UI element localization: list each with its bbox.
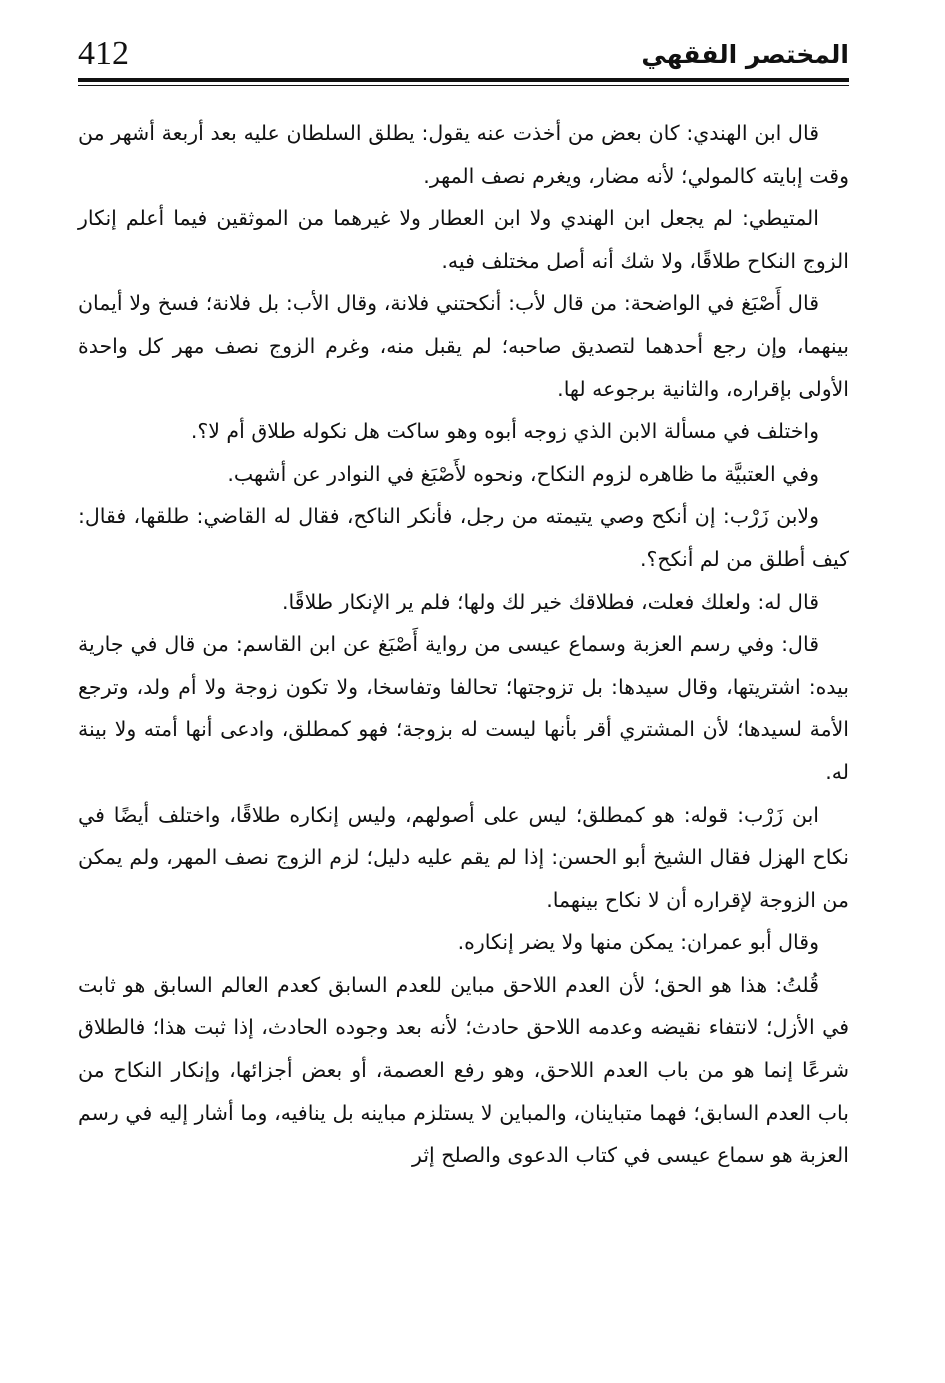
paragraph-10: وقال أبو عمران: يمكن منها ولا يضر إنكاره. (457, 930, 819, 955)
paragraph-3: قال أَصْبَغ في الواضحة: من قال لأب: أنكحتني فلانة، وقال الأب: بل فلانة؛ فسخ ولا أيمان بينهما، وإن رجع أحدهما لتصديق صاحبه؛ لم يقبل منه، وغرم الزوج نصف مهر كل واحدة الأولى بإقراره، والثانية برجوعه لها. (78, 291, 849, 401)
paragraph-8: قال: وفي رسم العزبة وسماع عيسى من رواية أَصْبَغ عن ابن القاسم: من قال في جارية بيده: اشتريتها، وقال سيدها: بل تزوجتها؛ تحالفا وتفاسخا، ولا تكون زوجة ولا أم ولد، وترجع الأمة لسيدها؛ لأن المشتري أقر بأنها ليست له بزوجة؛ فهو كمطلق، وادعى أنها أمته ولا بينة له. (78, 632, 849, 784)
paragraph-1: قال ابن الهندي: كان بعض من أخذت عنه يقول: يطلق السلطان عليه بعد أربعة أشهر من وقت إبايته كالمولي؛ لأنه مضار، ويغرم نصف المهر. (78, 121, 849, 188)
paragraph-9: ابن زَرْب: قوله: هو كمطلق؛ ليس على أصولهم، وليس إنكاره طلاقًا، واختلف أيضًا في نكاح الهزل فقال الشيخ أبو الحسن: إذا لم يقم عليه دليل؛ لزم الزوج نصف المهر، ولم يمكن من الزوجة لإقراره أن لا نكاح بينهما. (78, 802, 849, 912)
paragraph-6: ولابن زَرْب: إن أنكح وصي يتيمته من رجل، فأنكر الناكح، فقال له القاضي: طلقها، فقال: كيف أطلق من لم أنكح؟. (78, 504, 849, 571)
page-number: 412 (78, 35, 129, 72)
header-rule-thin (78, 85, 849, 86)
paragraph-11: قُلتُ: هذا هو الحق؛ لأن العدم اللاحق مباين للعدم السابق كعدم العالم السابق هو ثابت في الأزل؛ لانتفاء نقيضه وعدمه اللاحق حادث؛ لأنه بعد وجوده الحادث، إذا ثبت هذا؛ فالطلاق شرعًا إنما هو من باب العدم اللاحق، وهو رفع العصمة، أو بعض أجزائها، وإنكار النكاح من باب العدم السابق؛ فهما متباينان، والمباين لا يستلزم مباينه بل ينافيه، وما أشار إليه في رسم العزبة هو سماع عيسى في كتاب الدعوى والصلح إثر (78, 972, 849, 1168)
paragraph-2: المتيطي: لم يجعل ابن الهندي ولا ابن العطار ولا غيرهما من الموثقين فيما أعلم إنكار الزوج النكاح طلاقًا، ولا شك أنه أصل مختلف فيه. (78, 206, 849, 273)
running-title: المختصر الفقهي (641, 40, 849, 69)
paragraph-5: وفي العتبيَّة ما ظاهره لزوم النكاح، ونحوه لأَصْبَغ في النوادر عن أشهب. (227, 461, 819, 486)
page-header (78, 28, 849, 88)
paragraph-7: قال له: ولعلك فعلت، فطلاقك خير لك ولها؛ فلم ير الإنكار طلاقًا. (282, 589, 819, 614)
body-text (78, 112, 849, 1177)
header-rule-thick (78, 78, 849, 82)
paragraph-4: واختلف في مسألة الابن الذي زوجه أبوه وهو ساكت هل نكوله طلاق أم لا؟. (190, 419, 819, 444)
document-page (78, 28, 849, 1177)
